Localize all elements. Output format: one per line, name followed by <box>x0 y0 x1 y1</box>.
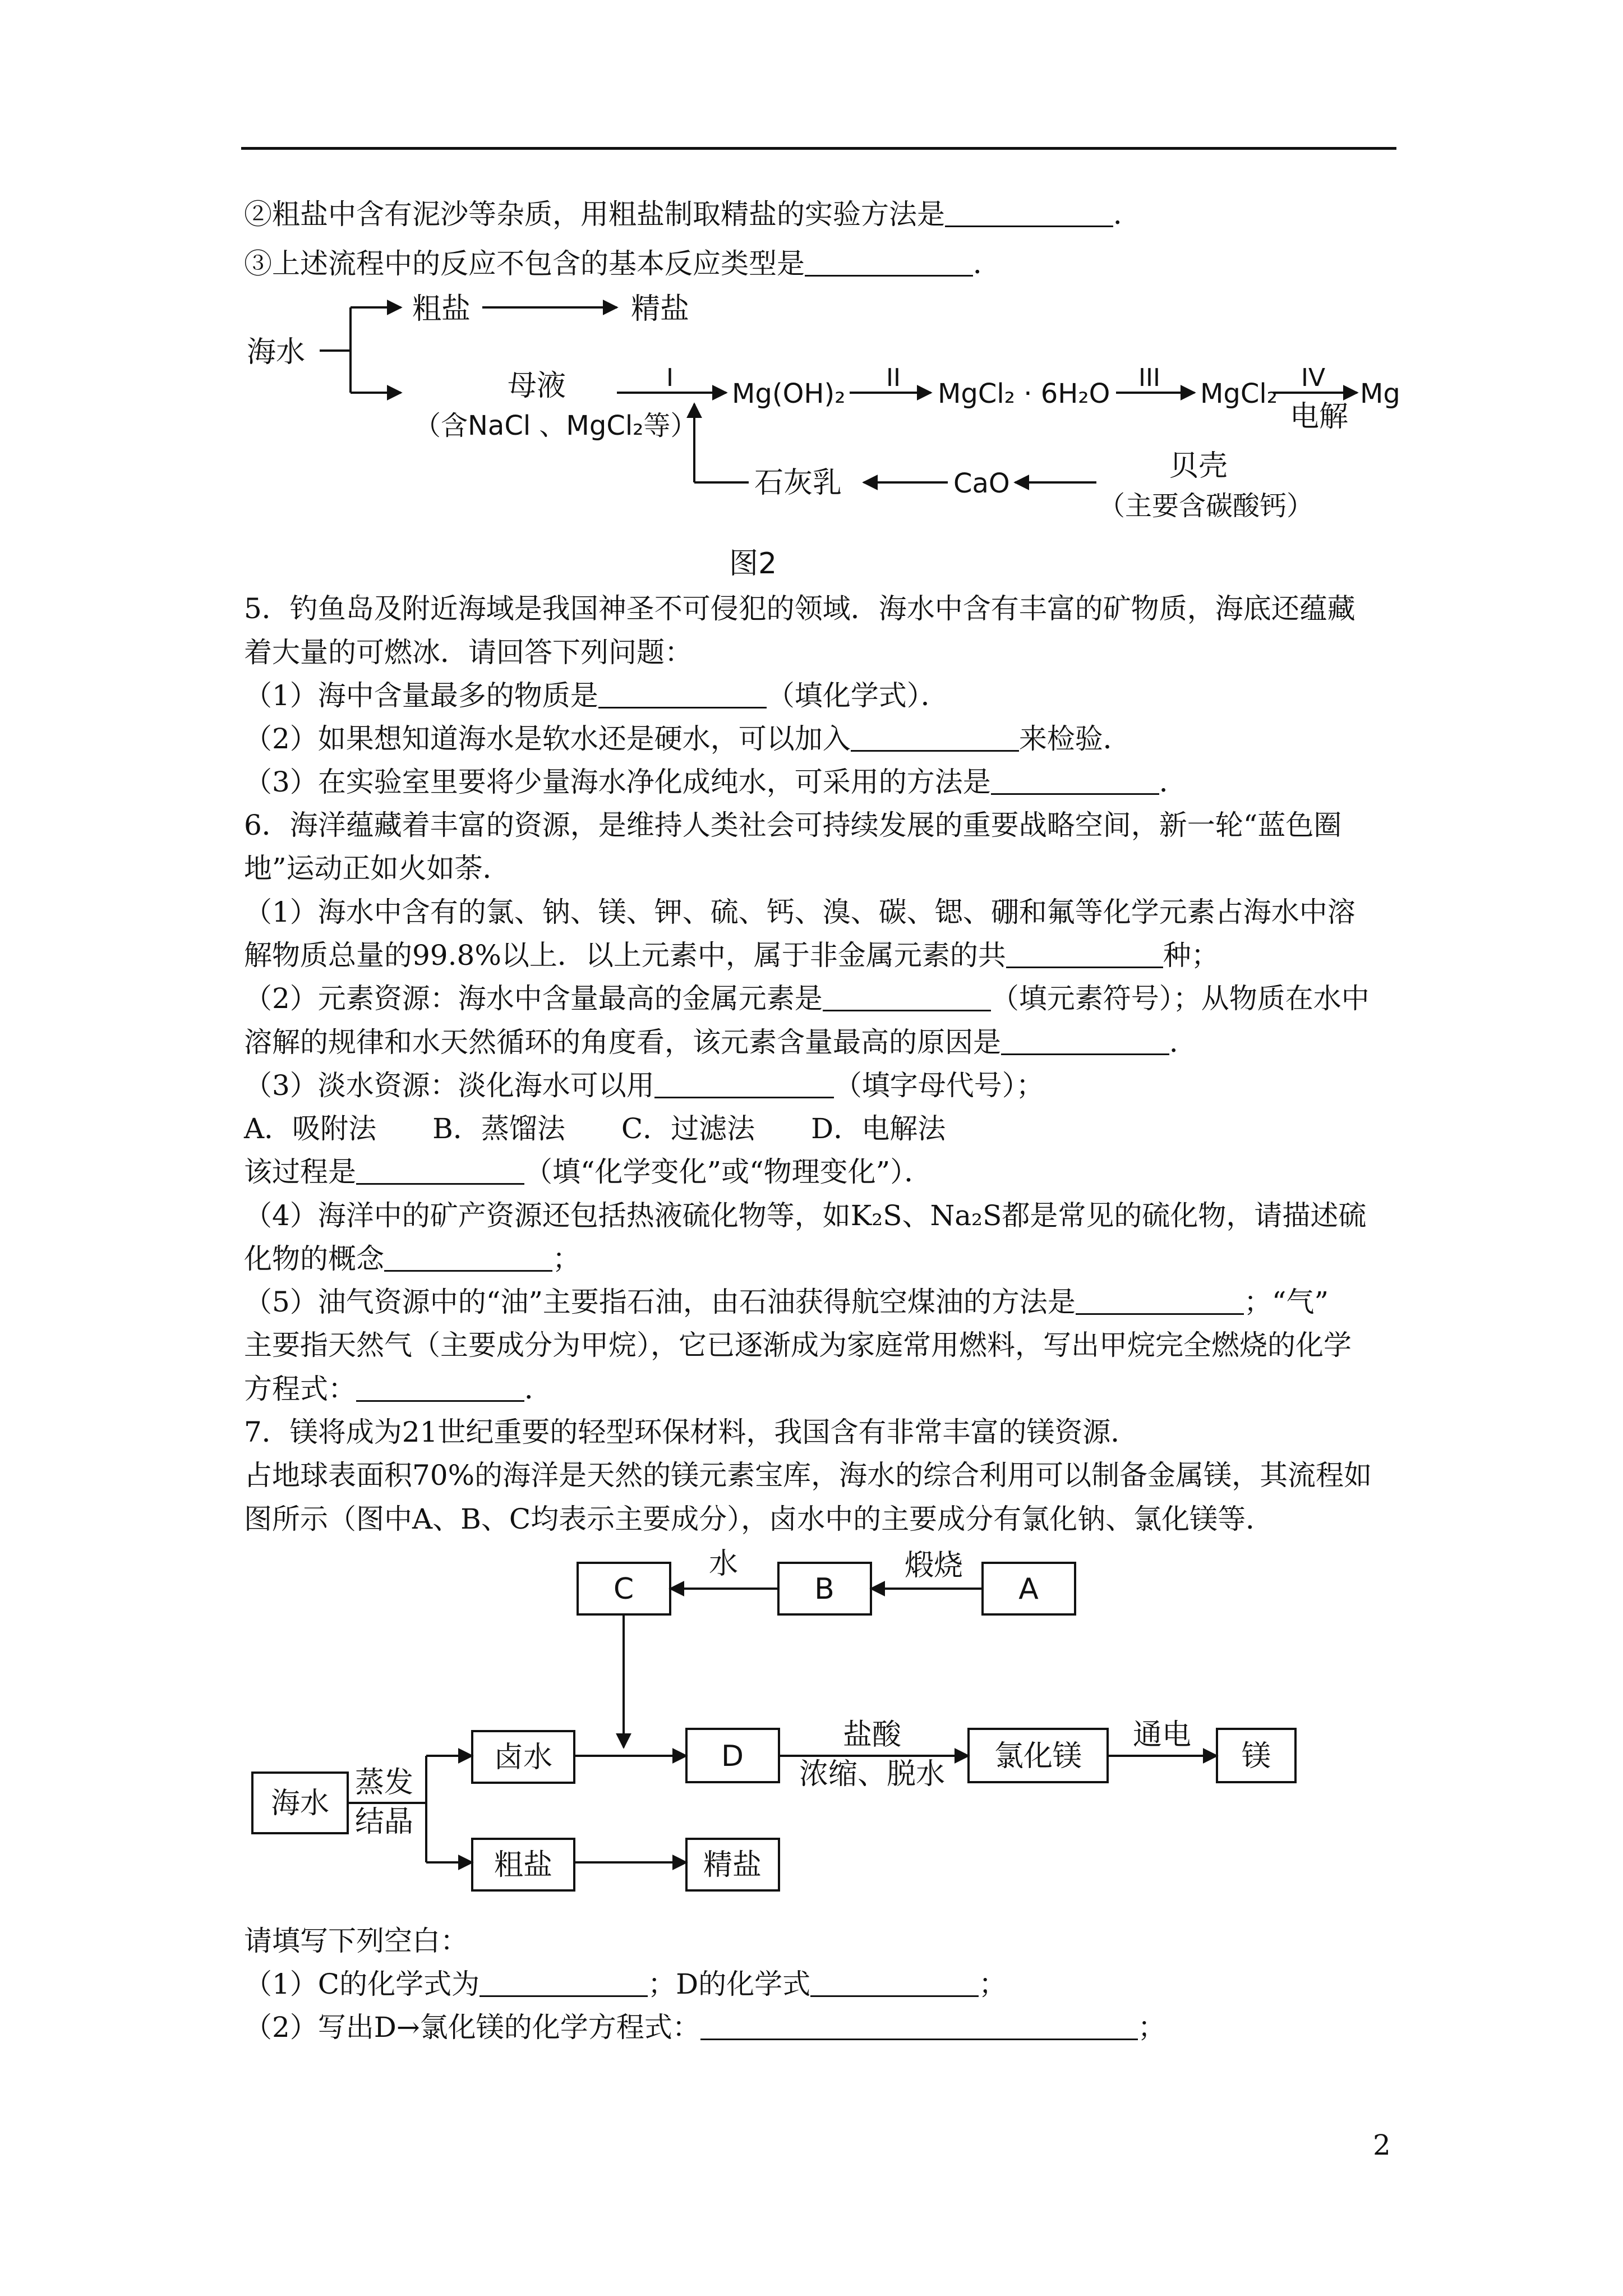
q6-3b-text: 该过程是 <box>244 1156 356 1188</box>
fig7-crude-salt: 粗盐 <box>494 1848 553 1882</box>
fig2-step-4: IV <box>1301 364 1326 392</box>
fig7-mgcl2: 氯化镁 <box>994 1740 1082 1773</box>
q6-5-text: （5）油气资源中的“油”主要指石油，由石油获得航空煤油的方法是 <box>244 1286 1076 1318</box>
q7-1-line <box>244 1967 1007 2001</box>
q7-intro-3: 图所示（图中A、B、C均表示主要成分），卤水中的主要成分有氯化钠、氯化镁等． <box>244 1503 1274 1535</box>
fig7-box-b-label: B <box>814 1572 834 1606</box>
fig7-hcl: 盐酸 <box>842 1718 902 1752</box>
q6-1-text: 解物质总量的99.8%以上．以上元素中，属于非金属元素的共 <box>244 939 1006 972</box>
q6-4-line-a: （4）海洋中的矿产资源还包括热液硫化物等，如K₂S、Na₂S都是常见的硫化物，请描述硫 <box>244 1199 1367 1232</box>
q7-intro-2: 占地球表面积70%的海洋是天然的镁元素宝库，海水的综合利用可以制备金属镁，其流程如 <box>244 1459 1372 1492</box>
q6-intro-1: 6．海洋蕴藏着丰富的资源，是维持人类社会可持续发展的重要战略空间，新一轮“蓝色圈 <box>244 809 1342 841</box>
q6-2-text: （2）元素资源：海水中含量最高的金属元素是 <box>244 982 823 1015</box>
fig2-seawater: 海水 <box>247 335 306 369</box>
q6-3b-end: （填“化学变化”或“物理变化”）． <box>524 1156 933 1188</box>
answer-blank[interactable] <box>479 1970 648 1997</box>
q7-1-end: ； <box>979 1968 1007 2000</box>
q5-intro-1: 5．钓鱼岛及附近海域是我国神圣不可侵犯的领域．海水中含有丰富的矿物质，海底还蕴藏 <box>244 592 1355 625</box>
q5-2-text: （2）如果想知道海水是软水还是硬水，可以加入 <box>244 723 851 755</box>
q4-2-end: ． <box>1113 198 1141 231</box>
q6-1-end: 种； <box>1163 939 1219 972</box>
fig2-mgcl2: MgCl₂ <box>1200 378 1278 409</box>
q7-2-end: ； <box>1137 2011 1166 2044</box>
fig2-crude-salt: 粗盐 <box>412 292 471 326</box>
q5-1-text: （1）海中含量最多的物质是 <box>244 679 598 712</box>
fig7-brine: 卤水 <box>494 1741 553 1774</box>
fig2-step-1: I <box>666 364 674 392</box>
q6-5-end: ；“气” <box>1243 1286 1329 1318</box>
fig7-evaporate: 蒸发 <box>354 1766 414 1800</box>
fig7-water: 水 <box>708 1547 739 1581</box>
fig7-crystallize: 结晶 <box>354 1805 414 1839</box>
q4-2-text: ②粗盐中含有泥沙等杂质，用粗盐制取精盐的实验方法是 <box>244 198 945 231</box>
fig7-mg: 镁 <box>1241 1740 1271 1773</box>
q6-3-options: A．吸附法 B．蒸馏法 C．过滤法 D．电解法 <box>244 1112 946 1145</box>
q7-intro-1: 7．镁将成为21世纪重要的轻型环保材料，我国含有非常丰富的镁资源． <box>244 1416 1139 1448</box>
q6-2-end: （填元素符号）；从物质在水中 <box>990 982 1370 1015</box>
fig2-refined-salt: 精盐 <box>631 292 690 326</box>
fig2-mother-liquor-note: （含NaCl 、MgCl₂等） <box>414 410 698 441</box>
q7-2-text: （2）写出D→氯化镁的化学方程式： <box>244 2011 700 2044</box>
fig2-step-3: III <box>1138 364 1160 392</box>
q7-1-mid: ；D的化学式 <box>648 1968 811 2000</box>
fig2-shell: 贝壳 <box>1169 449 1228 483</box>
fig2-mg: Mg <box>1360 378 1400 409</box>
fig7-box-d-label: D <box>721 1740 744 1773</box>
fig2-step-2: II <box>886 364 901 392</box>
fig2-cao: CaO <box>953 468 1010 499</box>
fig7-seawater: 海水 <box>270 1787 330 1820</box>
page-number: 2 <box>1373 2129 1391 2161</box>
fig2-mgcl2-6h2o: MgCl₂ · 6H₂O <box>938 378 1110 409</box>
fig7-concentrate: 浓缩、脱水 <box>799 1757 946 1791</box>
fig7-refined-salt: 精盐 <box>703 1848 762 1882</box>
q5-3-text: （3）在实验室里要将少量海水净化成纯水，可采用的方法是 <box>244 766 991 798</box>
fig2-mother-liquor: 母液 <box>508 369 566 403</box>
q6-intro-2: 地”运动正如火如荼． <box>244 852 511 885</box>
fig7-energize: 通电 <box>1132 1718 1192 1752</box>
q6-5c-text: 方程式： <box>244 1373 356 1405</box>
q6-4-end: ； <box>552 1243 580 1275</box>
q4-3-end: ． <box>973 247 1001 280</box>
q7-1-text: （1）C的化学式为 <box>244 1968 480 2000</box>
fig2-shell-note: （主要含碳酸钙） <box>1098 490 1314 522</box>
q5-2-end: 来检验． <box>1018 723 1131 755</box>
fig2-lime-milk: 石灰乳 <box>754 466 842 500</box>
fig2-caption: 图2 <box>729 547 777 581</box>
q5-1-end: （填化学式）． <box>766 679 949 712</box>
q6-1-line-a: （1）海水中含有的氯、钠、镁、钾、硫、钙、溴、碳、锶、硼和氟等化学元素占海水中溶 <box>244 896 1355 928</box>
q6-5c-end: ． <box>524 1373 552 1405</box>
q6-2b-end: ． <box>1169 1026 1197 1059</box>
q6-2b-text: 溶解的规律和水天然循环的角度看，该元素含量最高的原因是 <box>244 1026 1001 1059</box>
q4-3-text: ③上述流程中的反应不包含的基本反应类型是 <box>244 247 805 280</box>
q7-fill-instruction: 请填写下列空白： <box>244 1925 468 1957</box>
fig2-mgoh2: Mg(OH)₂ <box>732 378 846 409</box>
q6-4-text: 化物的概念 <box>244 1243 384 1275</box>
q6-5-line-b: 主要指天然气（主要成分为甲烷），它已逐渐成为家庭常用燃料，写出甲烷完全燃烧的化学 <box>244 1329 1352 1361</box>
q5-intro-2: 着大量的可燃冰．请回答下列问题： <box>244 636 693 669</box>
fig7-box-a-label: A <box>1018 1572 1039 1606</box>
answer-blank[interactable] <box>810 1970 979 1997</box>
q5-3-end: ． <box>1159 766 1187 798</box>
fig2-electrolysis: 电解 <box>1290 400 1349 434</box>
q6-3-text: （3）淡水资源：淡化海水可以用 <box>244 1069 654 1102</box>
fig7-calcine: 煅烧 <box>904 1549 963 1582</box>
q7-2-line <box>244 2010 1166 2044</box>
q6-3-end: （填字母代号）； <box>833 1069 1044 1102</box>
fig7-box-c-label: C <box>613 1572 634 1606</box>
answer-blank[interactable] <box>700 2013 1138 2040</box>
